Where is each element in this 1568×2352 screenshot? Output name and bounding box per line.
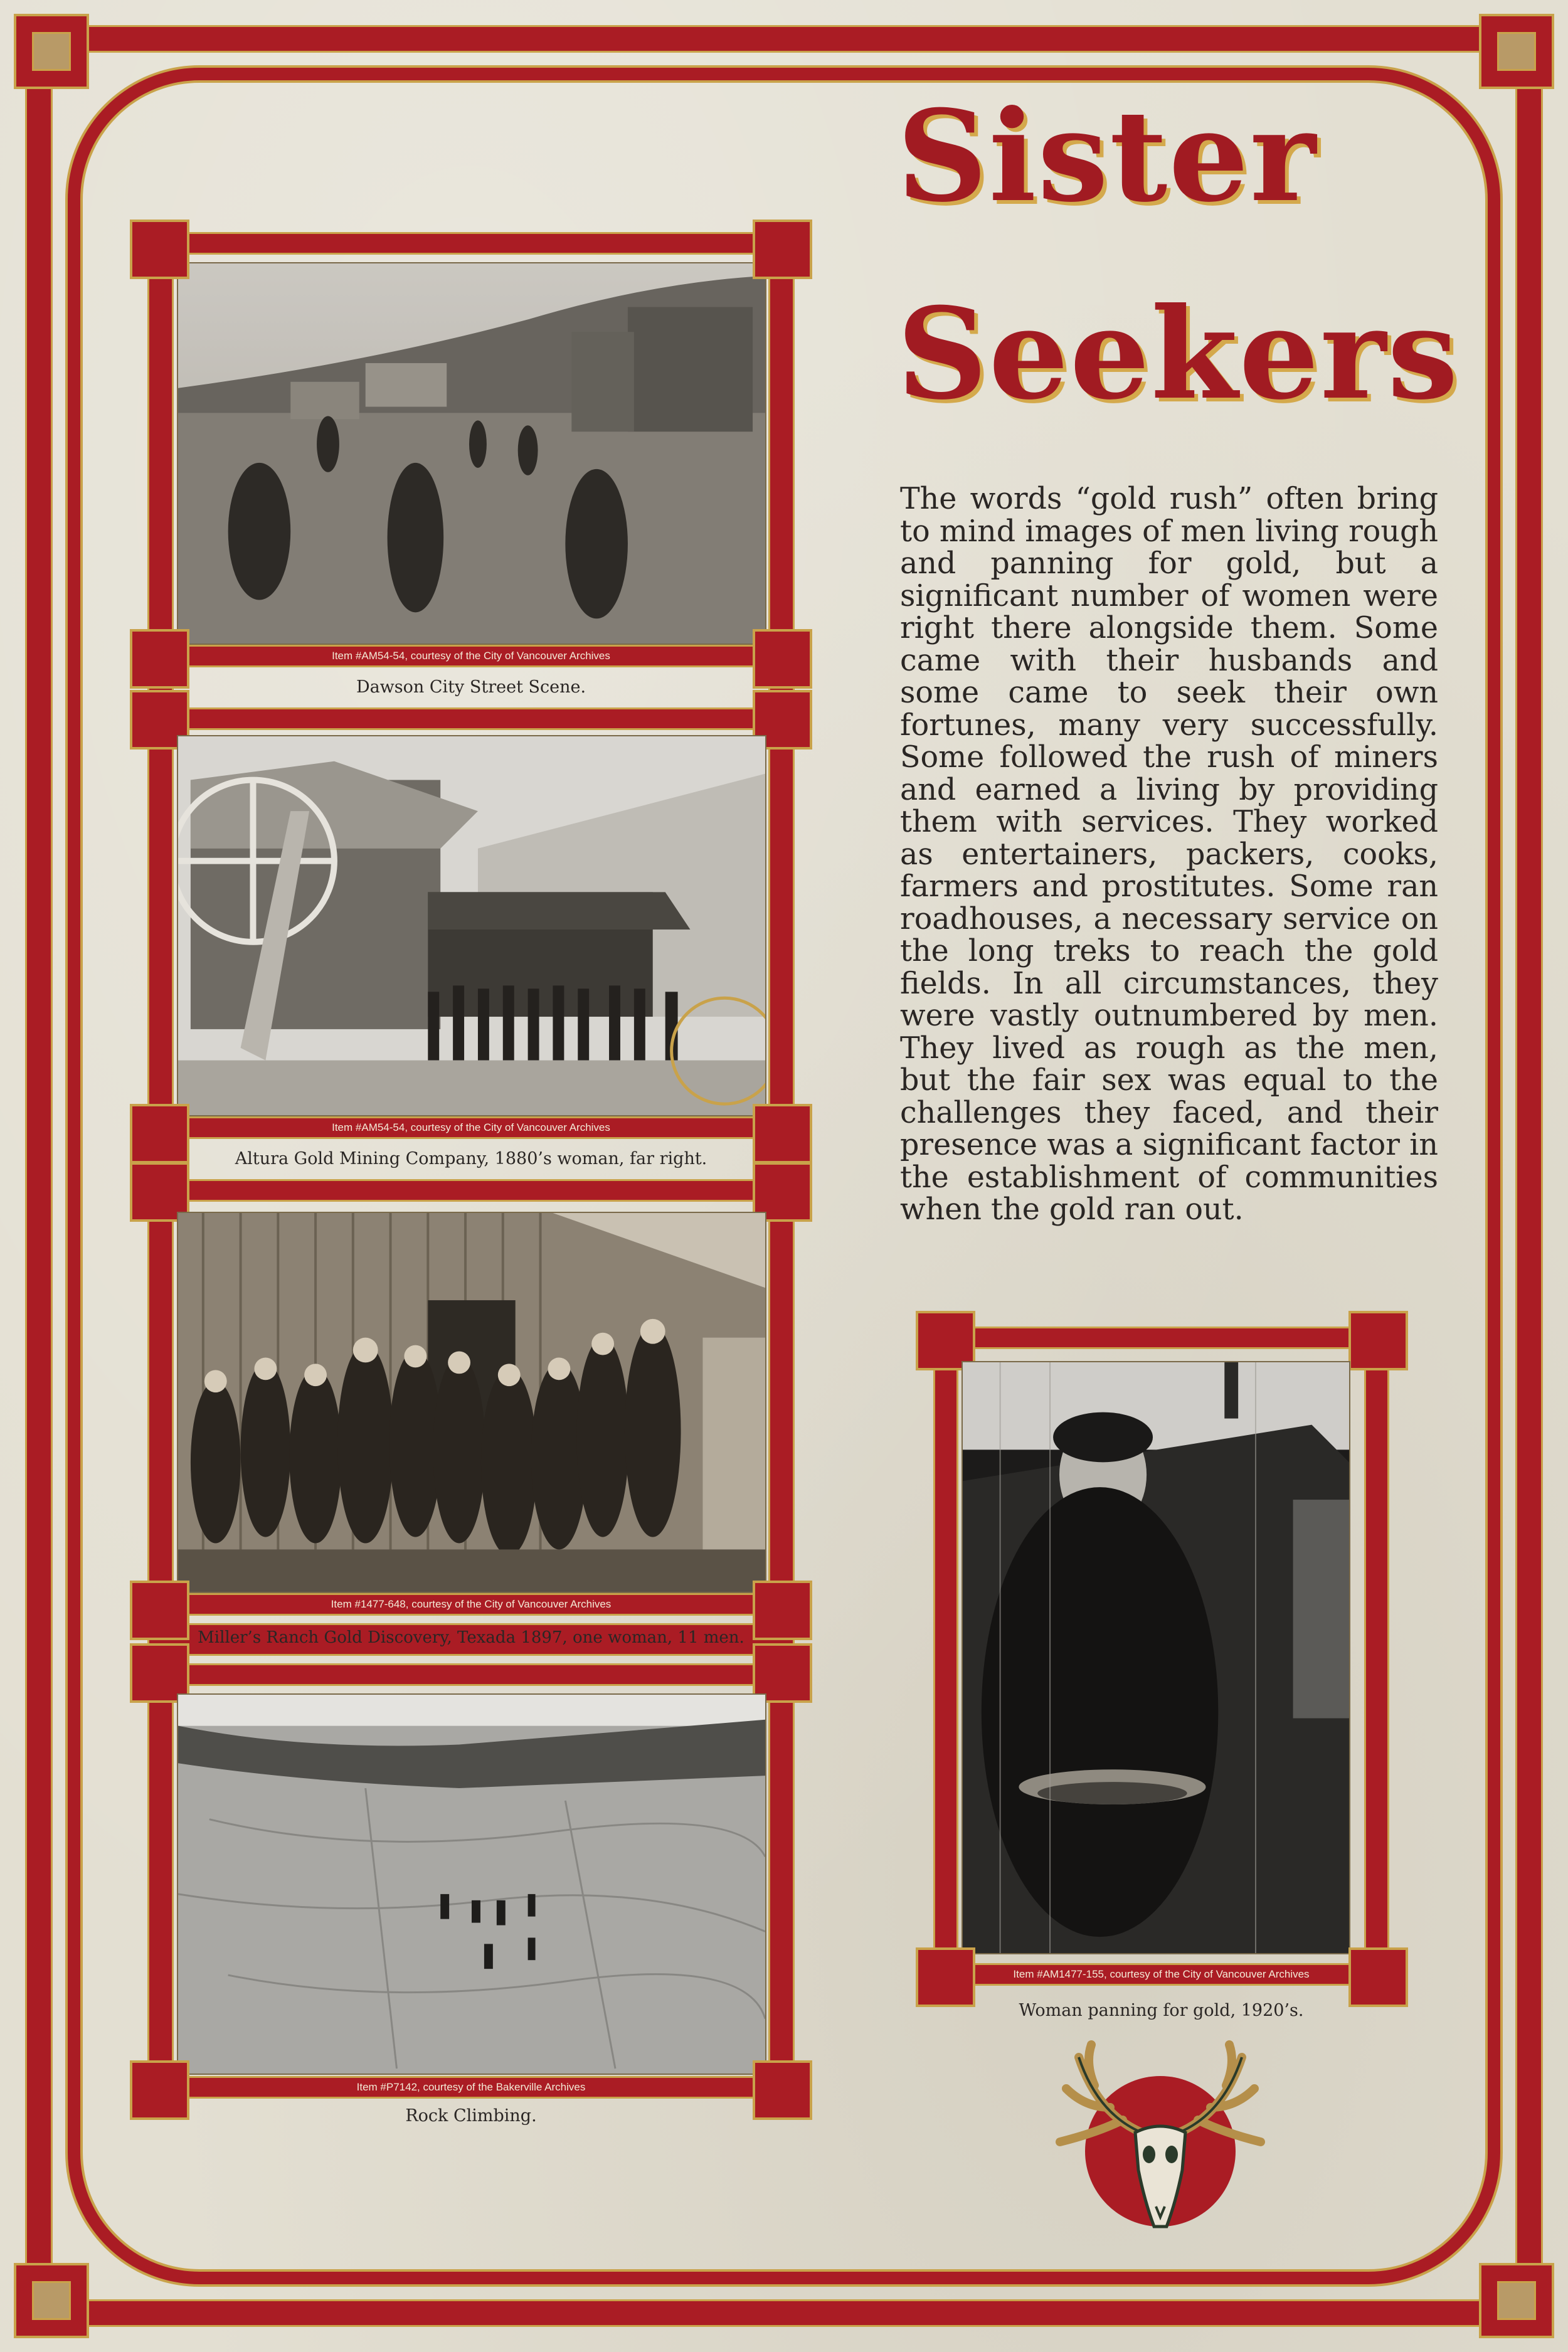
- photo-altura-mining: [177, 735, 766, 1116]
- photo-3-corner-bottom-left: [130, 1581, 189, 1640]
- photo-2-corner-bottom-left: [130, 1104, 189, 1163]
- photo-2-corner-bottom-right: [753, 1104, 812, 1163]
- photo-4-credit: Item #P7142, courtesy of the Bakerville Archives: [356, 2081, 586, 2093]
- photo-4-caption: Rock Climbing.: [405, 2106, 537, 2126]
- photo-dawson-city-street: [177, 262, 766, 645]
- photo-1-corner-bottom-right: [753, 629, 812, 689]
- photo-5-caption: Woman panning for gold, 1920’s.: [1019, 2001, 1304, 2020]
- body-paragraph: The words “gold rush” often bring to mind images of men living rough and panning for gold, but a significant number of women were right there alongside them. Some came with their husbands and some came to seek their own fortunes, many very successfully. Some followed the rush of miners and earned a living by providing them with services. They worked as entertainers, packers, cooks, farmers and prostitutes. Some ran roadhouses, a necessary service on the long treks to reach the gold fields. In all circumstances, they were vastly outnumbered by men. They lived as rough as the men, but the fair sex was equal to the challenges they faced, and their presence was a significant factor in the establishment of communities when the gold ran out.: [900, 482, 1438, 1227]
- photo-millers-ranch: [177, 1212, 766, 1593]
- photo-3-corner-bottom-right: [753, 1581, 812, 1640]
- right-frame-corner-top-right: [1348, 1311, 1408, 1370]
- poster-title-line-1: Sister: [897, 83, 1318, 230]
- photo-1-credit: Item #AM54-54, courtesy of the City of Vancouver Archives: [332, 650, 610, 662]
- photo-rock-climbing: [177, 1693, 766, 2075]
- photo-1-corner-bottom-left: [130, 629, 189, 689]
- photo-4-top-bar: [147, 1663, 795, 1686]
- right-frame-corner-bottom-right: [1348, 1947, 1408, 2007]
- photo-3-top-bar: [147, 1179, 795, 1202]
- photo-2-top-bar: [147, 707, 795, 730]
- photo-1-corner-top-right: [753, 220, 812, 279]
- right-frame-top-bar: [933, 1327, 1389, 1349]
- right-frame-post-right: [1364, 1311, 1389, 2007]
- photo-4-corner-bottom-left: [130, 2060, 189, 2120]
- frame-corner-bottom-left: [14, 2263, 89, 2338]
- photo-4-corner-bottom-right: [753, 2060, 812, 2120]
- poster-title-line-2: Seekers: [897, 280, 1459, 428]
- left-column-top-bar: [147, 232, 795, 255]
- photo-3-credit: Item #1477-648, courtesy of the City of Vancouver Archives: [331, 1598, 612, 1610]
- right-frame-post-left: [933, 1311, 958, 2007]
- photo-1-caption: Dawson City Street Scene.: [356, 677, 586, 697]
- frame-corner-top-right: [1479, 14, 1554, 89]
- photo-3-caption: Miller’s Ranch Gold Discovery, Texada 1897, one woman, 11 men.: [198, 1628, 744, 1647]
- photo-woman-panning: [961, 1361, 1350, 1954]
- elk-skull-emblem-icon: [1041, 2038, 1279, 2245]
- frame-corner-top-left: [14, 14, 89, 89]
- photo-2-credit: Item #AM54-54, courtesy of the City of Vancouver Archives: [332, 1121, 610, 1133]
- frame-corner-bottom-right: [1479, 2263, 1554, 2338]
- photo-5-credit: Item #AM1477-155, courtesy of the City of Vancouver Archives: [1013, 1968, 1310, 1980]
- photo-2-caption: Altura Gold Mining Company, 1880’s woman, far right.: [235, 1149, 707, 1168]
- photo-1-corner-top-left: [130, 220, 189, 279]
- right-frame-corner-bottom-left: [916, 1947, 975, 2007]
